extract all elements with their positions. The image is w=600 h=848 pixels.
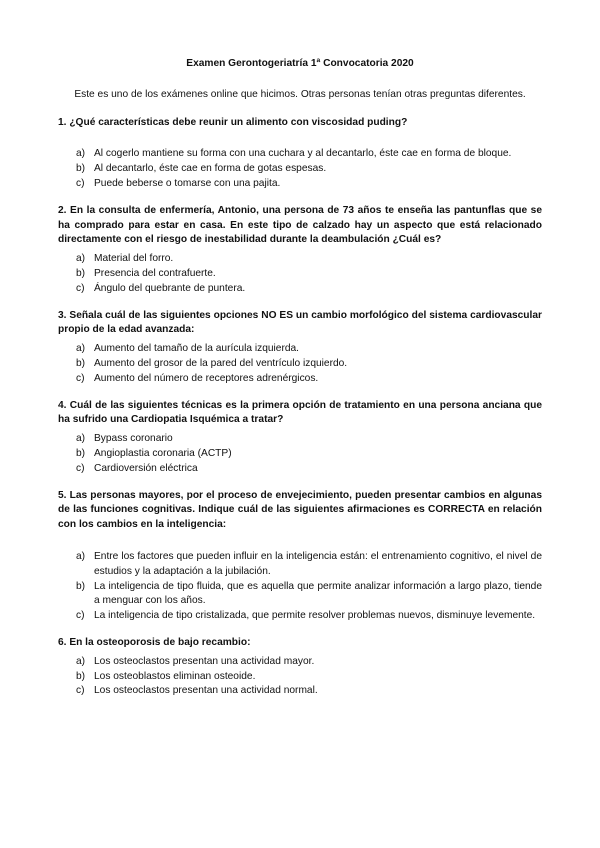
option-item <box>76 655 542 670</box>
option-letter: b) <box>76 267 86 279</box>
option-letter: c) <box>76 282 85 294</box>
option-letter: b) <box>76 580 86 592</box>
option-text: Puede beberse o tomarse con una pajita. <box>94 177 281 189</box>
option-text: Al cogerlo mantiene su forma con una cuchara y al decantarlo, éste cae en forma de bloque. <box>94 148 512 160</box>
option-letter: a) <box>76 148 86 160</box>
option-item <box>76 684 542 699</box>
option-text: Bypass coronario <box>94 433 173 445</box>
document-title: Examen Gerontogeriatría 1ª Convocatoria 2020 <box>186 58 414 69</box>
option-list <box>58 147 542 191</box>
option-letter: c) <box>76 462 85 474</box>
option-letter: a) <box>76 253 86 265</box>
option-letter: a) <box>76 550 86 562</box>
question-text: 3. Señala cuál de las siguientes opciones NO ES un cambio morfológico del sistema cardiovascular propio de la edad avanzada: <box>58 309 542 336</box>
option-text: Material del forro. <box>94 253 174 265</box>
option-text: La inteligencia de tipo cristalizada, que permite resolver problemas nuevos, disminuye levemente. <box>94 610 536 622</box>
question-2 <box>58 204 542 297</box>
option-item <box>76 550 542 580</box>
option-text: Cardioversión eléctrica <box>94 462 198 474</box>
option-letter: b) <box>76 357 86 369</box>
option-letter: a) <box>76 433 86 445</box>
option-item <box>76 252 542 267</box>
option-letter: c) <box>76 685 85 697</box>
option-text: Aumento del número de receptores adrenérgicos. <box>94 372 319 384</box>
option-list <box>58 550 542 624</box>
option-text: Al decantarlo, éste cae en forma de gotas espesas. <box>94 163 327 175</box>
question-text: 6. En la osteoporosis de bajo recambio: <box>58 636 251 648</box>
option-text: La inteligencia de tipo fluida, que es aquella que permite analizar información a largo plazo, tiende a menguar con los años. <box>94 580 542 607</box>
option-list <box>58 252 542 296</box>
option-text: Angioplastia coronaria (ACTP) <box>94 447 232 459</box>
option-text: Aumento del tamaño de la aurícula izquierda. <box>94 343 300 355</box>
option-item <box>76 670 542 685</box>
option-letter: c) <box>76 610 85 622</box>
option-item <box>76 447 542 462</box>
option-text: Los osteoclastos presentan una actividad normal. <box>94 685 318 697</box>
option-item <box>76 282 542 297</box>
question-4 <box>58 399 542 477</box>
option-letter: c) <box>76 177 85 189</box>
option-text: Aumento del grosor de la pared del ventrículo izquierdo. <box>94 357 348 369</box>
option-item <box>76 162 542 177</box>
question-text: 4. Cuál de las siguientes técnicas es la primera opción de tratamiento en una persona anciana que ha sufrido una Cardiopatia Isquémica a tratar? <box>58 399 542 426</box>
question-text: 5. Las personas mayores, por el proceso de envejecimiento, pueden presentar cambios en algunas de las funciones cognitivas. Indique cuál de las siguientes afirmaciones es CORRECTA en relación con los cambios en la inteligencia: <box>58 489 542 531</box>
option-item <box>76 432 542 447</box>
question-text: 1. ¿Qué características debe reunir un alimento con viscosidad puding? <box>58 116 408 128</box>
option-letter: b) <box>76 447 86 459</box>
option-item <box>76 462 542 477</box>
option-text: Entre los factores que pueden influir en la inteligencia están: el entrenamiento cognitivo, el nivel de estudios y la adaptación a la jubilación. <box>94 550 542 577</box>
option-text: Ángulo del quebrante de puntera. <box>94 282 246 294</box>
option-letter: b) <box>76 163 86 175</box>
option-text: Los osteoblastos eliminan osteoide. <box>94 670 256 682</box>
option-item <box>76 357 542 372</box>
option-item <box>76 372 542 387</box>
option-item <box>76 177 542 192</box>
option-letter: b) <box>76 670 86 682</box>
intro-text: Este es uno de los exámenes online que hicimos. Otras personas tenían otras preguntas diferentes. <box>74 88 526 100</box>
question-3 <box>58 309 542 387</box>
question-6 <box>58 636 542 699</box>
option-item <box>76 580 542 610</box>
option-list <box>58 655 542 699</box>
question-text: 2. En la consulta de enfermería, Antonio, una persona de 73 años te enseña las pantunflas que se ha comprado para estar en casa. En este tipo de calzado hay un aspecto que está relacionado directamente con el riesgo de inestabilidad durante la deambulación ¿Cuál es? <box>58 204 542 246</box>
option-item <box>76 342 542 357</box>
option-item <box>76 147 542 162</box>
option-text: Presencia del contrafuerte. <box>94 267 216 279</box>
question-5 <box>58 489 542 624</box>
option-letter: a) <box>76 343 86 355</box>
option-letter: a) <box>76 655 86 667</box>
option-letter: c) <box>76 372 85 384</box>
option-item <box>76 609 542 624</box>
option-list <box>58 432 542 476</box>
option-item <box>76 267 542 282</box>
question-1 <box>58 116 542 192</box>
option-list <box>58 342 542 386</box>
option-text: Los osteoclastos presentan una actividad mayor. <box>94 655 315 667</box>
